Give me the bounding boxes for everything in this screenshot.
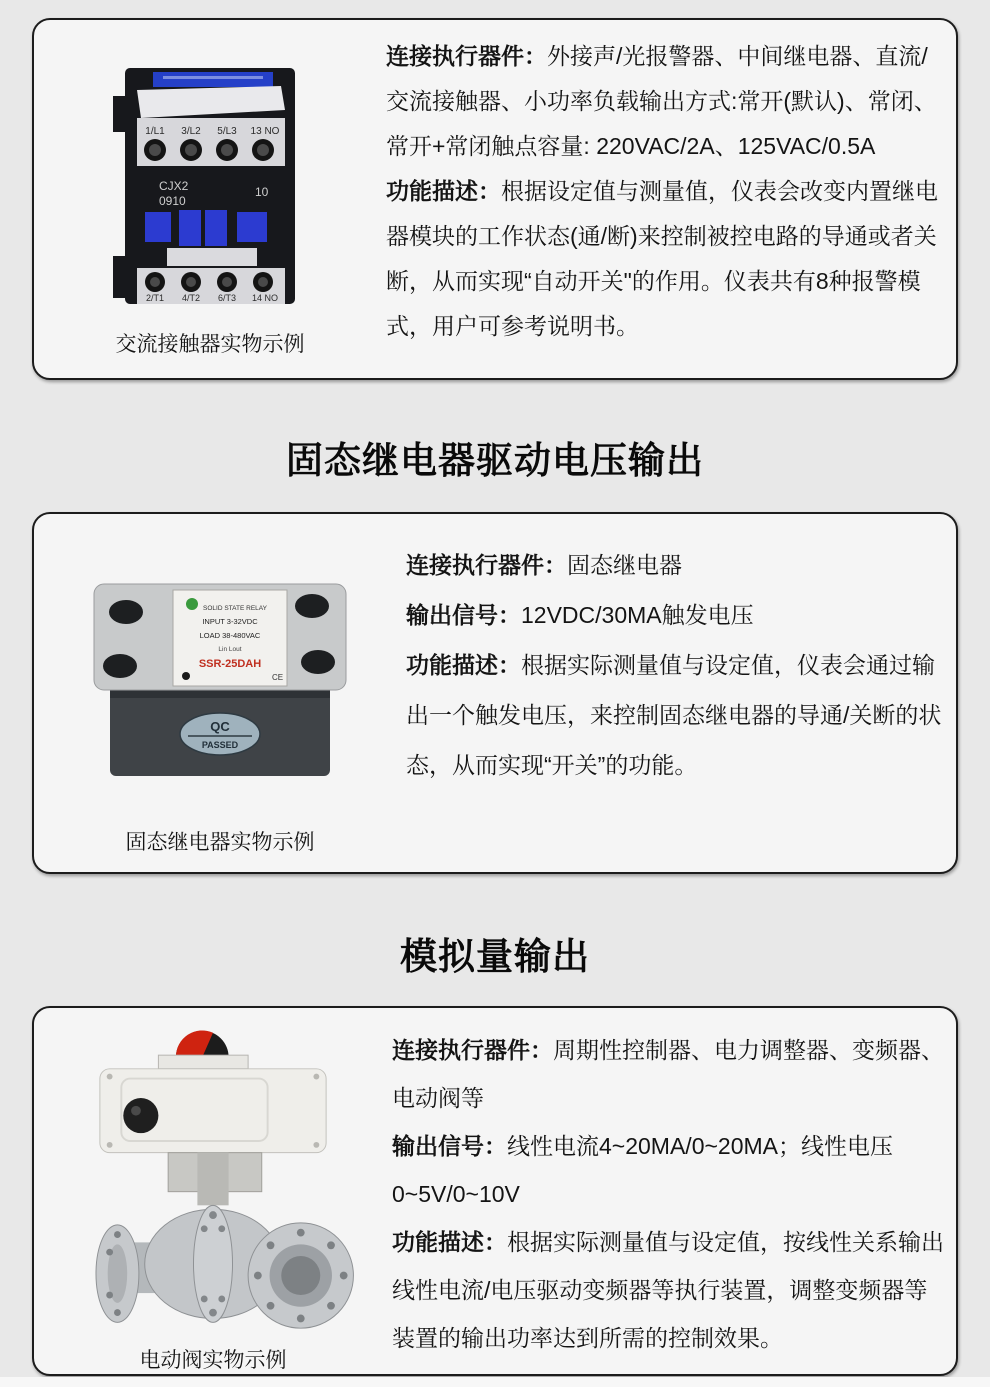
image-caption: 固态继电器实物示例 — [125, 831, 315, 854]
valve-photo-column — [34, 1008, 392, 1374]
spec-paragraph — [386, 169, 938, 349]
card-ssr-output — [32, 512, 958, 874]
card-analog-output — [32, 1006, 958, 1376]
left-flange — [96, 1225, 139, 1323]
spec-text: 根据设定值与测量值，仪表会改变内置继电器模块的工作状态(通/断)来控制被控电路的导通或者关断，从而实现“自动开关"的作用。仪表共有8种报警模式，用户可参考说明书。 — [386, 178, 938, 339]
spec-label: 连接执行器件： — [406, 552, 567, 578]
spec-text: 12VDC/30MA触发电压 — [521, 602, 754, 628]
spec-text: 线性电流4~20MA/0~20MA；线性电压0~5V/0~10V — [392, 1133, 894, 1207]
spec-label: 功能描述： — [406, 652, 521, 678]
ssr-photo — [80, 566, 360, 798]
right-flange — [248, 1223, 353, 1328]
svg-text:4/T2: 4/T2 — [181, 293, 201, 303]
center-flange — [193, 1205, 232, 1322]
qc-passed-stamp — [180, 713, 260, 755]
valve-spec-text — [392, 1008, 956, 1374]
spec-text: 根据实际测量值与设定值，按线性关系输出线性电流/电压驱动变频器等执行装置，调整变频器等装置的输出功率达到所需的控制效果。 — [392, 1229, 944, 1351]
spec-label: 连接执行器件： — [386, 43, 547, 69]
image-caption: 交流接触器实物示例 — [115, 333, 305, 356]
spec-text: 根据实际测量值与设定值，仪表会通过输出一个触发电压，来控制固态继电器的导通/关断的状态，从而实现“开关”的功能。 — [406, 652, 942, 778]
valve-stem — [197, 1153, 228, 1206]
svg-text:3/L2: 3/L2 — [181, 126, 201, 137]
spec-paragraph — [392, 1122, 944, 1218]
page-bottom-strip — [0, 1377, 990, 1387]
svg-text:0910: 0910 — [159, 194, 186, 208]
spec-paragraph — [386, 34, 938, 169]
ssr-led — [182, 672, 190, 680]
spec-paragraph — [392, 1218, 944, 1362]
svg-text:CJX2: CJX2 — [159, 179, 189, 193]
contactor-blue-nameplate — [153, 72, 273, 87]
ssr-brand-logo — [186, 598, 198, 610]
ssr-spec-text — [406, 514, 956, 872]
red-indicator-dome — [176, 1030, 229, 1057]
spec-label: 功能描述： — [392, 1229, 507, 1255]
svg-text:1/L1: 1/L1 — [145, 126, 165, 137]
spec-paragraph — [406, 590, 942, 640]
spec-text: 固态继电器 — [567, 552, 682, 578]
spec-paragraph — [406, 640, 942, 790]
svg-text:5/L3: 5/L3 — [217, 126, 237, 137]
spec-paragraph — [392, 1026, 944, 1122]
svg-text:INPUT 3-32VDC: INPUT 3-32VDC — [202, 617, 258, 626]
svg-text:LOAD 38-480VAC: LOAD 38-480VAC — [199, 631, 261, 640]
svg-text:CE: CE — [272, 673, 284, 682]
spec-label: 功能描述： — [386, 178, 501, 204]
spec-label: 输出信号： — [392, 1133, 507, 1159]
contactor-spec-text — [386, 20, 956, 378]
ssr-photo-column — [34, 514, 406, 872]
spec-label: 连接执行器件： — [392, 1037, 553, 1063]
section-title-analog-output: 模拟量输出 — [400, 936, 590, 977]
card-relay-output — [32, 18, 958, 380]
spec-text: 周期性控制器、电力调整器、变频器、电动阀等 — [392, 1037, 944, 1111]
svg-text:QC: QC — [210, 719, 230, 734]
contactor-photo-column — [34, 20, 386, 378]
spec-label: 输出信号： — [406, 602, 521, 628]
section-title-ssr-output: 固态继电器驱动电压输出 — [286, 440, 704, 481]
ac-contactor-photo — [105, 60, 315, 312]
image-caption: 电动阀实物示例 — [139, 1349, 287, 1372]
svg-text:6/T3: 6/T3 — [217, 293, 237, 303]
spec-paragraph — [406, 540, 942, 590]
svg-text:14 NO: 14 NO — [251, 293, 279, 303]
electric-valve-photo — [63, 1022, 363, 1336]
svg-text:13 NO: 13 NO — [250, 126, 280, 137]
svg-text:SSR-25DAH: SSR-25DAH — [198, 658, 262, 670]
svg-text:2/T1: 2/T1 — [145, 293, 165, 303]
spec-text: 外接声/光报警器、中间继电器、直流/交流接触器、小功率负载输出方式:常开(默认)、常闭、常开+常闭触点容量: 220VAC/2A、125VAC/0.5A — [386, 43, 937, 159]
contactor-blue-covers — [145, 210, 267, 246]
actuator-top-cap — [158, 1055, 248, 1069]
svg-text:10: 10 — [255, 185, 269, 199]
svg-text:PASSED: PASSED — [201, 740, 239, 750]
svg-text:Lin Lout: Lin Lout — [218, 646, 242, 653]
actuator-knob — [123, 1098, 158, 1133]
svg-text:SOLID STATE RELAY: SOLID STATE RELAY — [203, 605, 267, 612]
